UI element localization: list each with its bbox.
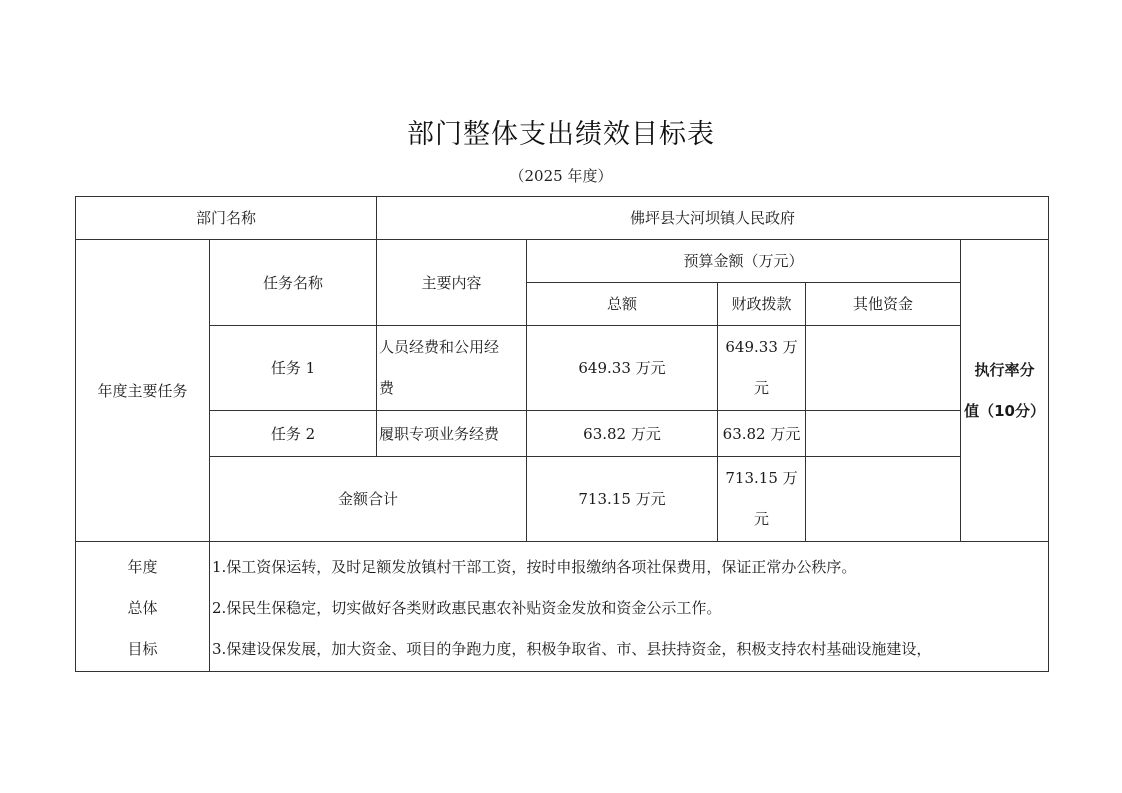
task-name-header: 任务名称 [210, 240, 377, 326]
exec-score-line1: 执行率分 [974, 360, 1035, 379]
task-row [76, 326, 1049, 411]
dept-row [76, 197, 1049, 240]
task-other [806, 326, 961, 411]
goal-item: 2.保民生保稳定，切实做好各类财政惠民惠农补贴资金发放和资金公示工作。 [212, 599, 722, 617]
performance-table [75, 196, 1049, 672]
sum-fiscal-line2: 元 [754, 510, 770, 528]
sum-row [76, 457, 1049, 542]
dept-name-value: 佛坪县大河坝镇人民政府 [377, 197, 1049, 240]
goal-label-line1: 年度 [127, 558, 158, 576]
task-fiscal-line2: 元 [754, 379, 770, 397]
main-content-header: 主要内容 [377, 240, 527, 326]
other-header: 其他资金 [806, 283, 961, 326]
task-fiscal [718, 326, 806, 411]
annual-goal-row [76, 542, 1049, 672]
budget-header: 预算金额（万元） [527, 240, 961, 283]
fiscal-header: 财政拨款 [718, 283, 806, 326]
page-title: 部门整体支出绩效目标表 [407, 119, 715, 150]
goal-label-line3: 目标 [127, 640, 158, 658]
task-fiscal: 63.82 万元 [718, 411, 806, 457]
sum-label: 金额合计 [210, 457, 527, 542]
task-other [806, 411, 961, 457]
task-content-line2: 费 [379, 379, 395, 397]
task-row [76, 411, 1049, 457]
task-content-line1: 人员经费和公用经 [379, 338, 500, 356]
task-total: 649.33 万元 [527, 326, 718, 411]
goal-item: 1.保工资保运转，及时足额发放镇村干部工资，按时申报缴纳各项社保费用，保证正常办公秩序。 [212, 558, 857, 576]
exec-score-line2: 值（10分） [964, 401, 1045, 420]
dept-name-label: 部门名称 [76, 197, 377, 240]
goal-label-line2: 总体 [127, 599, 158, 617]
task-total: 63.82 万元 [527, 411, 718, 457]
task-fiscal-line1: 649.33 万 [725, 338, 798, 356]
header-row-1 [76, 240, 1049, 283]
task-content: 履职专项业务经费 [377, 411, 527, 457]
total-header: 总额 [527, 283, 718, 326]
task-name: 任务 2 [210, 411, 377, 457]
task-name: 任务 1 [210, 326, 377, 411]
task-content [377, 326, 527, 411]
sum-fiscal [718, 457, 806, 542]
exec-score-cell [961, 240, 1049, 542]
sum-total: 713.15 万元 [527, 457, 718, 542]
page-subtitle: （2025 年度） [509, 167, 613, 185]
sum-other [806, 457, 961, 542]
sum-fiscal-line1: 713.15 万 [725, 469, 798, 487]
goal-item: 3.保建设保发展，加大资金、项目的争跑力度，积极争取省、市、县扶持资金，积极支持农村基础设施建设， [212, 640, 932, 658]
annual-goal-label [76, 542, 210, 672]
annual-tasks-label: 年度主要任务 [76, 240, 210, 542]
annual-goal-text [210, 542, 1049, 672]
